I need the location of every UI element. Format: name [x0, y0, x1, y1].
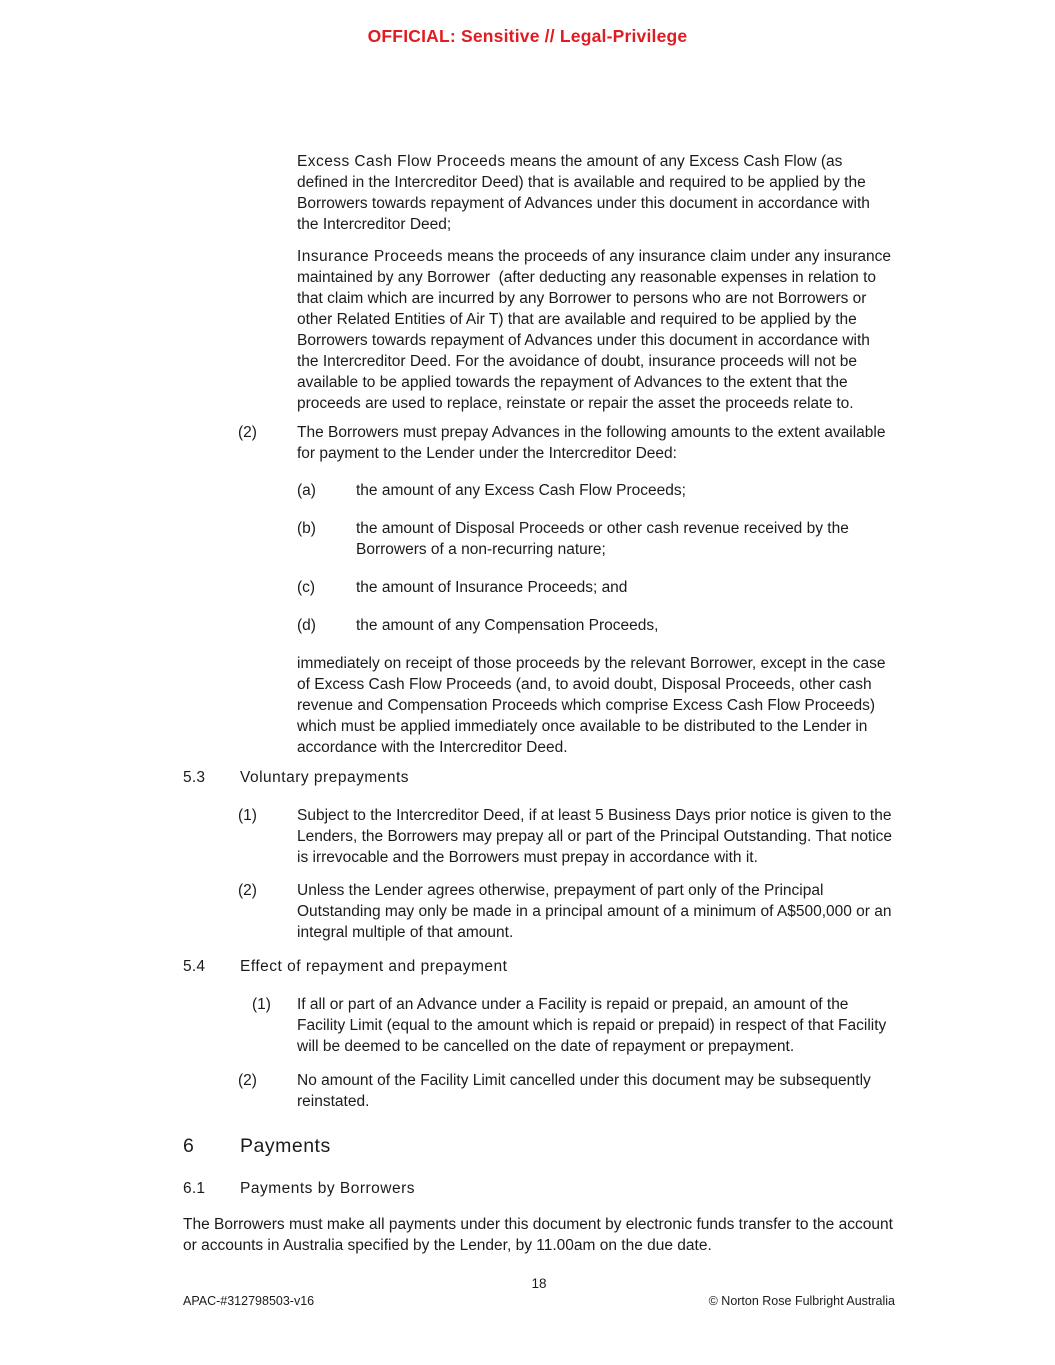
subclause-letter: (d) [297, 617, 316, 634]
clause-text: Unless the Lender agrees otherwise, prepayment of part only of the Principal Outstanding may only be made in a principal amount of a minimum of A$500,000 or an integral multiple of that amount. [297, 882, 896, 941]
definition-insurance-proceeds [297, 246, 895, 414]
section-heading-6-1 [183, 1178, 895, 1199]
subclause-b [297, 518, 895, 560]
section-title: Payments by Borrowers [240, 1180, 416, 1197]
section-heading-6 [183, 1131, 895, 1159]
clause-5-4-item-1 [252, 994, 895, 1057]
subclause-a [297, 480, 895, 501]
classification-banner: OFFICIAL: Sensitive // Legal-Privilege [367, 26, 688, 46]
section-heading-5-4 [183, 956, 895, 977]
subclause-letter: (b) [297, 520, 316, 537]
clause-text: The Borrowers must prepay Advances in the following amounts to the extent available for payment to the Lender under the Intercreditor Deed: [297, 424, 890, 462]
page-footer [183, 1294, 895, 1308]
clause-number: (2) [238, 882, 257, 899]
definition-excess-cash-flow-proceeds [297, 151, 895, 235]
subclause-letter: (a) [297, 482, 316, 499]
section-number: 6 [183, 1135, 195, 1157]
section-title: Payments [240, 1135, 331, 1157]
clause-closing-text: immediately on receipt of those proceeds by the relevant Borrower, except in the case of Excess Cash Flow Proceeds (and, to avoid doubt, Disposal Proceeds, other cash revenue and Compensation Proceeds which comprise Excess Cash Flow Proceeds) which must be applied immediately once available to be distributed to the Lender in accordance with the Intercreditor Deed. [297, 655, 890, 756]
footer-copyright: © Norton Rose Fulbright Australia [708, 1294, 895, 1308]
subclause-text: the amount of any Compensation Proceeds, [356, 617, 659, 634]
definition-text: means the amount of any Excess Cash Flow (as defined in the Intercreditor Deed) that is available and required to be applied by the Borrowers towards repayment of Advances under this document in accordance with the Intercreditor Deed; [297, 153, 875, 233]
subclause-c [297, 577, 895, 598]
clause-5-4-item-2 [238, 1070, 895, 1112]
defined-term: Insurance Proceeds [297, 248, 443, 265]
subclause-letter: (c) [297, 579, 316, 596]
clause-text: No amount of the Facility Limit cancelled under this document may be subsequently reinstated. [297, 1072, 876, 1110]
section-heading-5-3 [183, 767, 895, 788]
clause-number: (2) [238, 424, 257, 441]
section-number: 5.4 [183, 958, 206, 975]
subclause-text: the amount of Insurance Proceeds; and [356, 579, 628, 596]
clause-6-1-body: The Borrowers must make all payments under this document by electronic funds transfer to the account or accounts in Australia specified by the Lender, by 11.00am on the due date. [183, 1216, 898, 1254]
clause-text: If all or part of an Advance under a Facility is repaid or prepaid, an amount of the Facility Limit (equal to the amount which is repaid or prepaid) in respect of that Facility will be deemed to be cancelled on the date of repayment or prepayment. [297, 996, 891, 1055]
clause-number: (1) [252, 996, 271, 1013]
clause-text: Subject to the Intercreditor Deed, if at least 5 Business Days prior notice is given to the Lenders, the Borrowers may prepay all or part of the Principal Outstanding. That notice is irrevocable and the Borrowers must prepay in accordance with it. [297, 807, 897, 866]
section-title: Effect of repayment and prepayment [240, 958, 508, 975]
footer-document-reference: APAC-#312798503-v16 [183, 1294, 315, 1308]
subclause-d [297, 615, 895, 636]
document-body [183, 151, 898, 1267]
clause-5-3-item-1 [238, 805, 895, 868]
subclause-text: the amount of Disposal Proceeds or other cash revenue received by the Borrowers of a non-recurring nature; [356, 520, 854, 558]
clause-item-2 [238, 422, 895, 464]
clause-5-3-item-2 [238, 880, 895, 943]
page-number: 18 [531, 1276, 547, 1291]
section-number: 5.3 [183, 769, 206, 786]
definition-text: means the proceeds of any insurance claim under any insurance maintained by any Borrower (after deducting any reasonable expenses in relation to that claim which are incurred by any Borrower to persons who are not Borrowers or other Related Entities of Air T) that are available and required to be applied by the Borrowers towards repayment of Advances under this document in accordance with the Intercreditor Deed. For the avoidance of doubt, insurance proceeds will not be available to be applied towards the repayment of Advances to the extent that the proceeds are used to replace, reinstate or repair the asset the proceeds relate to. [297, 248, 896, 412]
defined-term: Excess Cash Flow Proceeds [297, 153, 506, 170]
clause-number: (2) [238, 1072, 257, 1089]
clause-number: (1) [238, 807, 257, 824]
section-title: Voluntary prepayments [240, 769, 410, 786]
subclause-text: the amount of any Excess Cash Flow Proceeds; [356, 482, 686, 499]
section-number: 6.1 [183, 1180, 206, 1197]
